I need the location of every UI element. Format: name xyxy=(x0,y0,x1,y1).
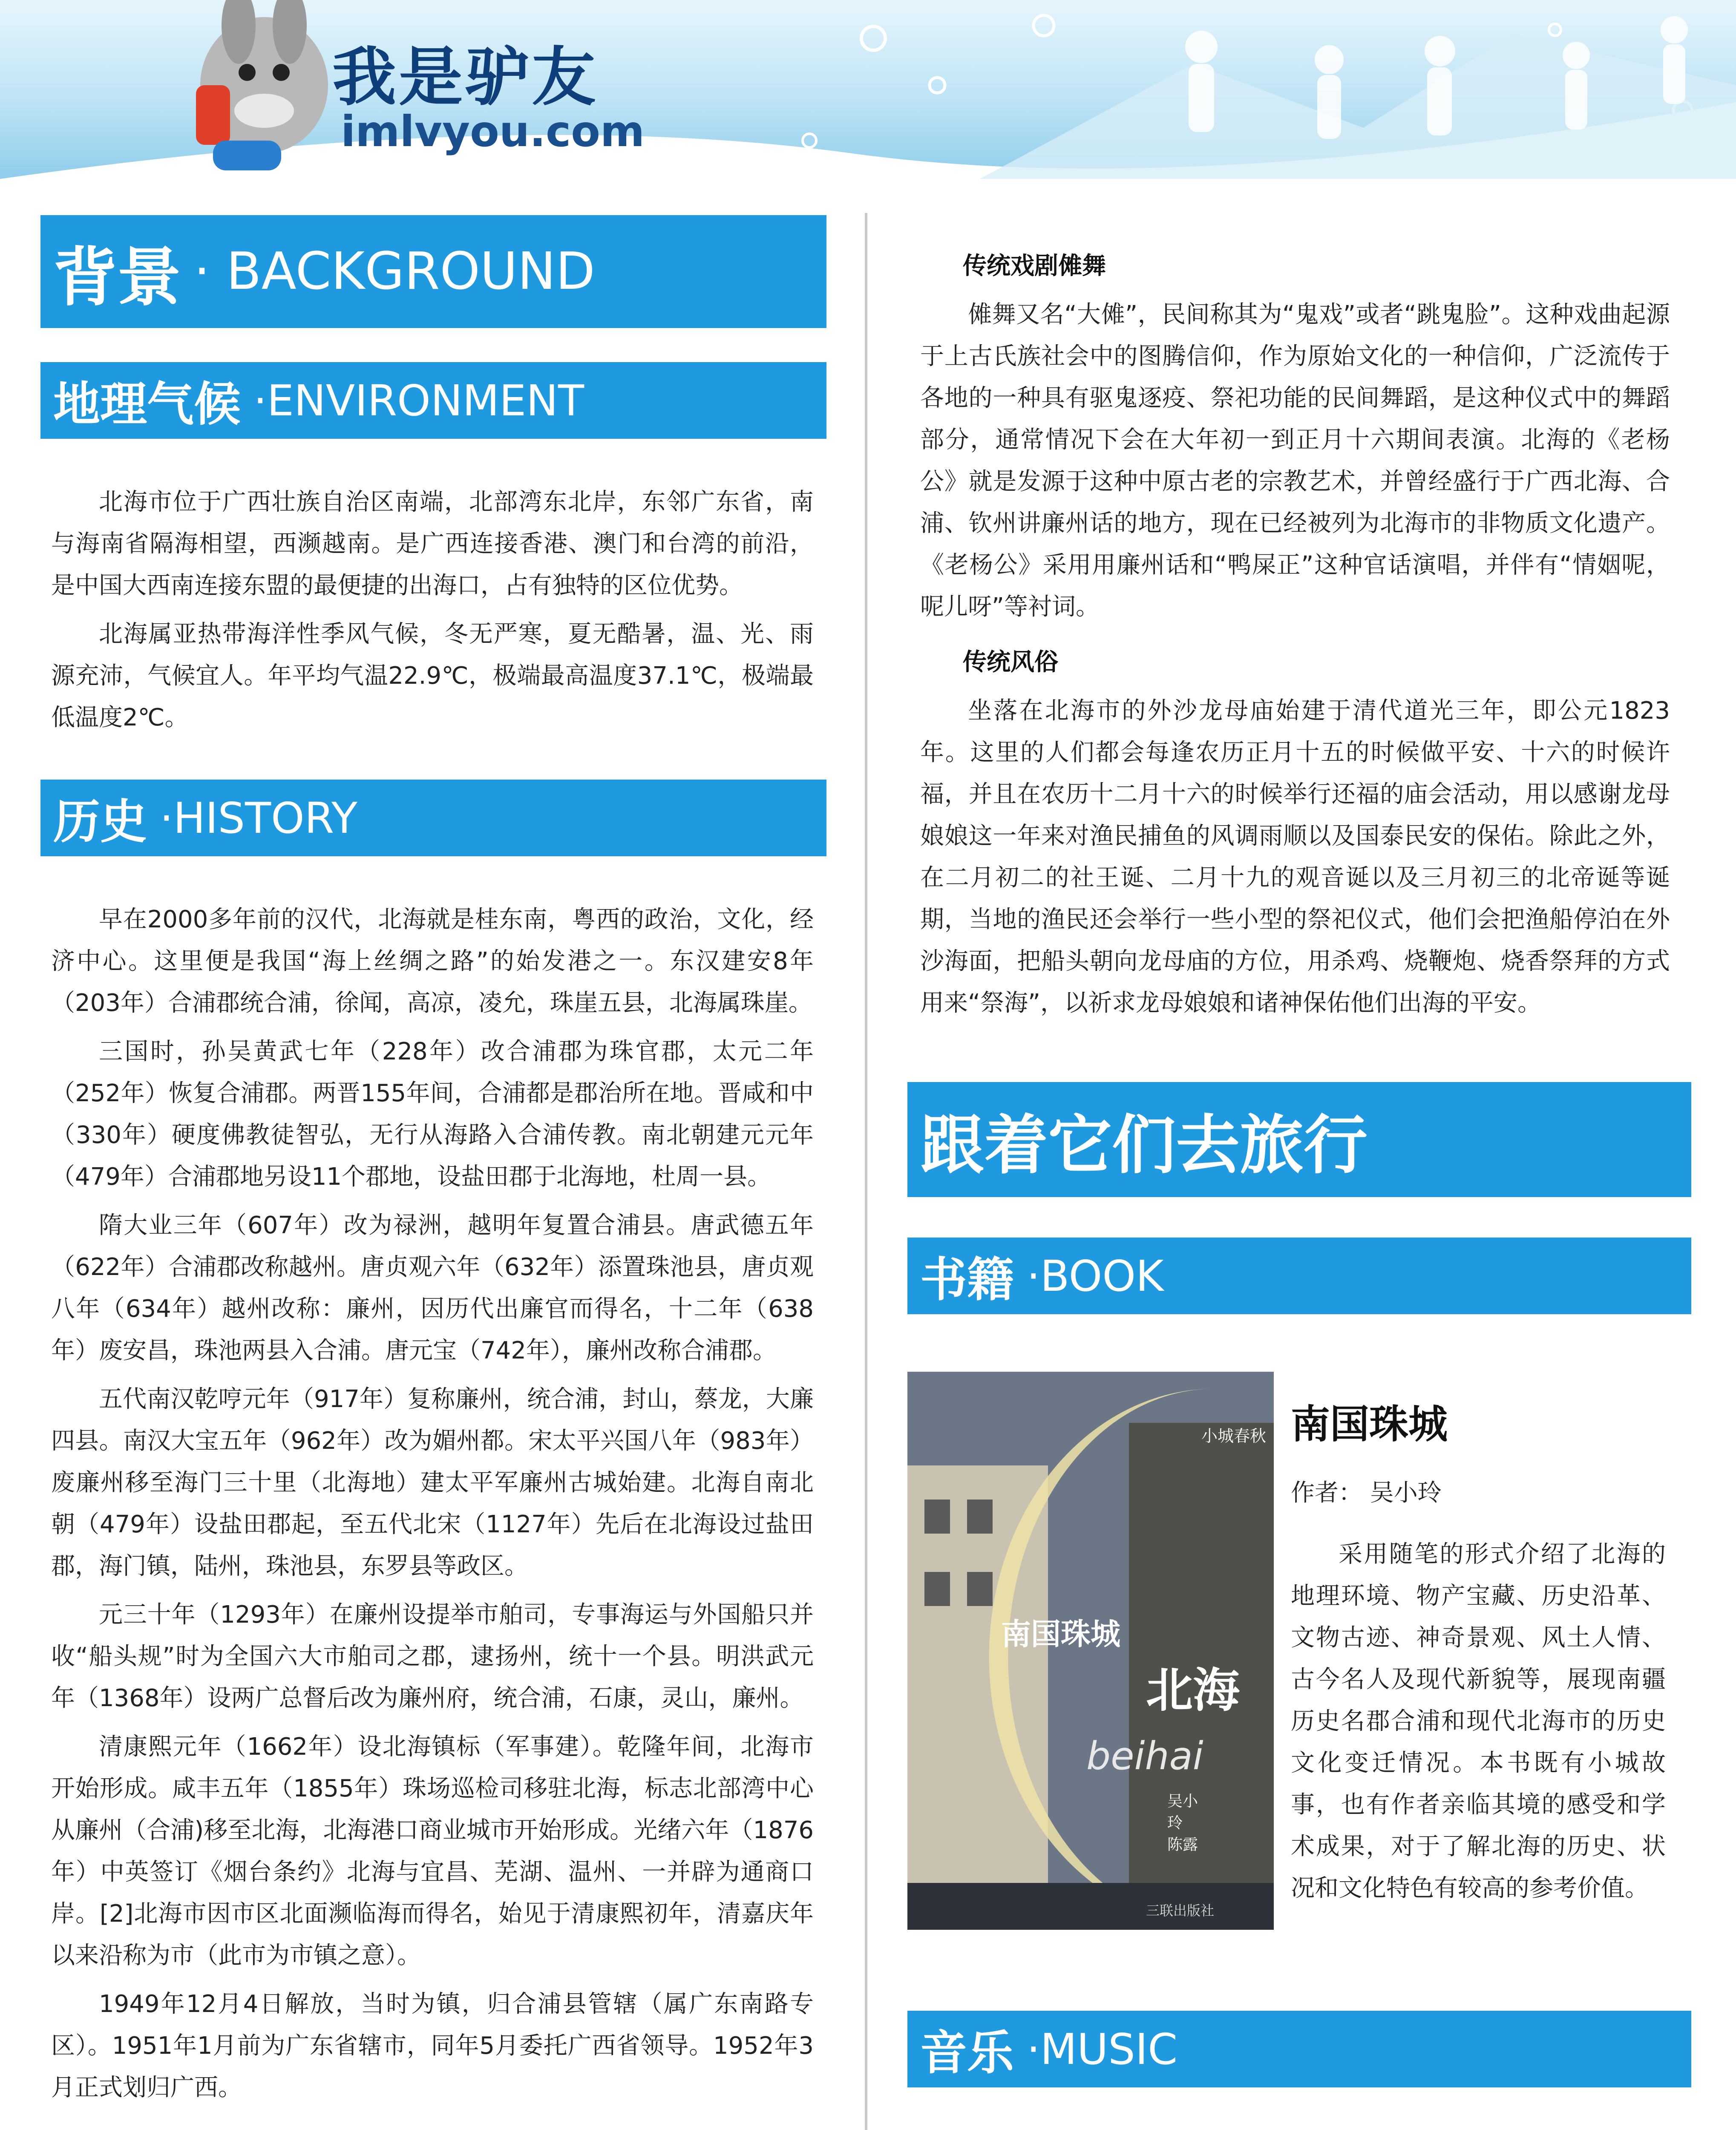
paragraph: 五代南汉乾哼元年（917年）复称廉州，统合浦，封山，蔡龙，大廉四县。南汉大宝五年（962年）改为媚州都。宋太平兴国八年（983年）废廉州移至海门三十里（北海地）建太平军廉州古城始建。北海自南北朝（479年）设盐田郡起，至五代北宋（1127年）先后在北海设过盐田郡，海门镇，陆州，珠池县，东罗县等政区。 xyxy=(51,1385,814,1580)
paragraph: 1949年12月4日解放，当时为镇，归合浦县管辖（属广东南路专区）。1951年1月前为广东省辖市，同年5月委托广西省领导。1952年3月正式划归广西。 xyxy=(51,1990,814,2101)
background-header-en: · BACKGROUND xyxy=(194,242,595,301)
paragraph: 傩舞又名“大傩”，民间称其为“鬼戏”或者“跳鬼脸”。这种戏曲起源于上古氏族社会中的图腾信仰，作为原始文化的一种信仰，广泛流传于各地的一种具有驱鬼逐疫、祭祀功能的民间舞蹈，是这种仪式中的舞蹈部分，通常情况下会在大年初一到正月十六期间表演。北海的《老杨公》就是发源于这种中原古老的宗教艺术，并曾经盛行于广西北海、合浦、钦州讲廉州话的地方，现在已经被列为北海市的非物质文化遗产。《老杨公》采用用廉州话和“鸭屎正”这种官话演唱，并伴有“情姻呢，呢儿呀”等衬词。 xyxy=(920,301,1670,621)
music-header-cn: 音乐 xyxy=(920,2026,1014,2080)
donkey-mascot-icon xyxy=(196,0,328,170)
travel-header xyxy=(907,1082,1691,1197)
environment-text xyxy=(51,481,814,746)
history-header xyxy=(40,780,826,856)
paragraph: 清康熙元年（1662年）设北海镇标（军事建）。乾隆年间，北海市开始形成。咸丰五年（1855年）珠场巡检司移驻北海，标志北部湾中心从廉州（合浦)移至北海，北海港口商业城市开始形成。光绪六年（1876年）中英签订《烟台条约》北海与宜昌、芜湖、温州、一并辟为通商口岸。[2]北海市因市区北面濒临海而得名，始见于清康熙初年，清嘉庆年以来沿称为市（此市为市镇之意）。 xyxy=(51,1733,814,1969)
history-text xyxy=(51,899,814,2116)
book-header-cn: 书籍 xyxy=(920,1252,1014,1307)
nuo-text xyxy=(920,294,1670,635)
banner-decoration xyxy=(0,0,1736,179)
background-header xyxy=(40,215,826,328)
paragraph: 北海市位于广西壮族自治区南端，北部湾东北岸，东邻广东省，南与海南省隔海相望，西濒越南。是广西连接香港、澳门和台湾的前沿，是中国大西南连接东盟的最便捷的出海口，占有独特的区位优势。 xyxy=(51,488,814,599)
paragraph: 坐落在北海市的外沙龙母庙始建于清代道光三年，即公元1823年。这里的人们都会每逢农历正月十五的时候做平安、十六的时候许福，并且在农历十二月十六的时候举行还福的庙会活动，用以感谢龙母娘娘这一年来对渔民捕鱼的风调雨顺以及国泰民安的保佑。除此之外，在二月初二的社王诞、二月十九的观音诞以及三月初三的北帝诞等诞期，当地的渔民还会举行一些小型的祭祀仪式，他们会把渔船停泊在外沙海面，把船头朝向龙母庙的方位，用杀鸡、烧鞭炮、烧香祭拜的方式用来“祭海”，以祈求龙母娘娘和诸神保佑他们出海的平安。 xyxy=(920,697,1670,1017)
book-author: 作者： 吴小玲 xyxy=(1291,1479,1442,1507)
book-cover-series: 小城春秋 xyxy=(1201,1427,1267,1445)
book-cover-city: 北海 xyxy=(1146,1663,1240,1718)
paragraph: 三国时，孙吴黄武七年（228年）改合浦郡为珠官郡，太元二年（252年）恢复合浦郡。两晋155年间，合浦都是郡治所在地。晋咸和中（330年）硬度佛教徒智弘，无行从海路入合浦传教。南北朝建元元年（479年）合浦郡地另设11个郡地，设盐田郡于北海地，杜周一县。 xyxy=(51,1038,814,1191)
environment-header-cn: 地理气候 xyxy=(53,377,241,432)
environment-header-en: ·ENVIRONMENT xyxy=(253,375,584,426)
paragraph: 北海属亚热带海洋性季风气候，冬无严寒，夏无酷暑，温、光、雨源充沛，气候宜人。年平均气温22.9℃，极端最高温度37.1℃，极端最低温度2℃。 xyxy=(51,620,814,731)
music-header-en: ·MUSIC xyxy=(1027,2024,1178,2074)
background-header-cn: 背景 xyxy=(53,240,181,315)
history-header-en: ·HISTORY xyxy=(160,793,357,843)
custom-subtitle: 传统风俗 xyxy=(963,648,1058,676)
music-header xyxy=(907,2011,1691,2087)
book-cover-publisher: 三联出版社 xyxy=(1146,1903,1215,1919)
paragraph: 采用随笔的形式介绍了北海的地理环境、物产宝藏、历史沿革、文物古迹、神奇景观、风土人情、古今名人及现代新貌等，展现南疆历史名郡合浦和现代北海市的历史文化变迁情况。本书既有小城故事，也有作者亲临其境的感受和学术成果，对于了解北海的历史、状况和文化特色有较高的参考价值。 xyxy=(1291,1540,1666,1902)
environment-header xyxy=(40,362,826,439)
book-description xyxy=(1291,1534,1666,1916)
brand-url[interactable]: imlvyou.com xyxy=(341,106,645,156)
book-header xyxy=(907,1238,1691,1314)
history-header-cn: 历史 xyxy=(53,794,147,849)
paragraph: 元三十年（1293年）在廉州设提举市舶司，专事海运与外国船只并收“船头规”时为全国六大市舶司之郡，逮扬州，统十一个县。明洪武元年（1368年）设两广总督后改为廉州府，统合浦，石康，灵山，廉州。 xyxy=(51,1601,814,1712)
book-cover-authors: 吴小玲 陈露 xyxy=(1167,1793,1198,1854)
book-header-en: ·BOOK xyxy=(1027,1251,1164,1301)
book-cover-english: beihai xyxy=(1086,1734,1203,1779)
paragraph: 隋大业三年（607年）改为禄洲，越明年复置合浦县。唐武德五年（622年）合浦郡改称越州。唐贞观六年（632年）添置珠池县，唐贞观八年（634年）越州改称：廉州，因历代出廉官而得名，十二年（638年）废安昌，珠池两县入合浦。唐元宝（742年），廉州改称合浦郡。 xyxy=(51,1212,814,1364)
column-divider xyxy=(865,213,867,2130)
custom-text xyxy=(920,690,1670,1031)
book-title: 南国珠城 xyxy=(1291,1402,1448,1447)
book-cover[interactable] xyxy=(907,1372,1274,1930)
nuo-subtitle: 传统戏剧傩舞 xyxy=(963,252,1106,280)
travel-header-title: 跟着它们去旅行 xyxy=(920,1108,1368,1183)
header-banner xyxy=(0,0,1736,179)
book-cover-title: 南国珠城 xyxy=(1001,1617,1120,1652)
paragraph: 早在2000多年前的汉代，北海就是桂东南，粤西的政治，文化，经济中心。这里便是我国“海上丝绸之路”的始发港之一。东汉建安8年（203年）合浦郡统合浦，徐闻，高凉，凌允，珠崖五县，北海属珠崖。 xyxy=(51,906,814,1017)
brand-title: 我是驴友 xyxy=(332,40,599,115)
